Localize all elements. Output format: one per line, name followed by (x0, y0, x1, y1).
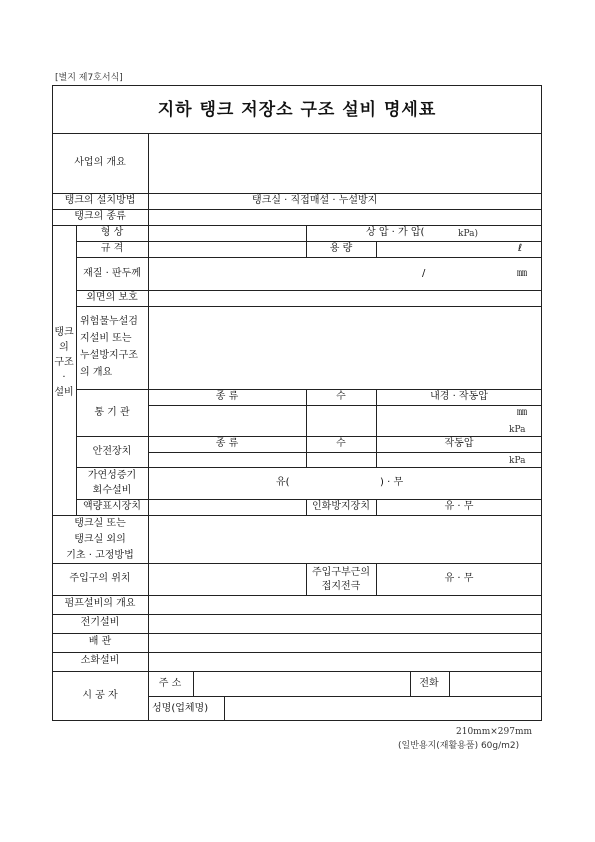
flame-arrester-label: 인화방지장치 (312, 501, 370, 512)
paper-size: 210mm×297mm (456, 727, 533, 737)
rule (52, 225, 542, 226)
rule (76, 290, 542, 291)
phone-label: 전화 (419, 678, 439, 689)
leak-label-line: 누설방지구조 (80, 350, 138, 361)
rule (306, 499, 307, 515)
rule (224, 696, 225, 721)
structure-label-line: 구조 (54, 357, 74, 368)
rule (449, 671, 450, 696)
rule (148, 696, 542, 697)
structure-label-line: 의 (59, 342, 69, 353)
inlet-ground-label (306, 566, 376, 594)
capacity-label: 용 량 (329, 243, 353, 254)
flame-arrester-yes-no: 유 · 무 (444, 501, 474, 512)
rule (148, 133, 149, 671)
rule (306, 225, 307, 257)
rule (148, 405, 542, 406)
rule (148, 671, 149, 721)
rule (376, 389, 377, 467)
safety-kind-header: 종 류 (215, 438, 239, 449)
rule (76, 257, 542, 258)
foundation-label (52, 516, 148, 564)
level-gauge-label: 액량표시장치 (83, 501, 141, 512)
inlet-ground-line: 주입구부근의 (312, 567, 370, 578)
foundation-label-line: 탱크실 또는 (74, 518, 126, 529)
leak-label-line: 지설비 또는 (80, 333, 132, 344)
rule (193, 671, 194, 696)
rule (52, 133, 542, 134)
vent-unit-mm: ㎜ (517, 407, 527, 418)
thickness-unit: ㎜ (517, 268, 527, 279)
structure-group-label (52, 325, 76, 400)
structure-label-line: · (62, 372, 66, 383)
rule (52, 193, 542, 194)
pressure-unit: kPa) (458, 229, 478, 239)
leak-label-line: 위험물누설검 (80, 316, 138, 327)
safety-pressure-header: 작동압 (444, 438, 474, 449)
material-label: 재질 · 판두께 (83, 268, 141, 279)
shape-label: 형 상 (100, 227, 124, 238)
structure-label-line: 설비 (54, 387, 74, 398)
vent-pipe-label: 통 기 관 (94, 407, 130, 418)
vent-unit-kpa: kPa (509, 425, 526, 435)
inlet-location-label: 주입구의 위치 (69, 573, 131, 584)
inlet-ground-line: 접지전극 (321, 581, 361, 592)
vent-count-header: 수 (336, 391, 346, 402)
spec-label: 규 격 (100, 243, 124, 254)
vapor-recovery-label (76, 468, 148, 498)
rule (76, 436, 542, 437)
rule (76, 389, 542, 390)
structure-label-line: 탱크 (54, 327, 74, 338)
safety-count-header: 수 (336, 438, 346, 449)
rule (410, 671, 411, 696)
vent-kind-header: 종 류 (215, 391, 239, 402)
vent-spec-header: 내경 · 작동압 (430, 391, 488, 402)
slash: / (422, 268, 426, 279)
inlet-ground-yes-no: 유 · 무 (444, 573, 474, 584)
vapor-label-line: 가연성증기 (87, 470, 137, 481)
paper-type: (일반용지(재활용품) 60g/m2) (398, 741, 520, 751)
normal-pressure-text: 상 압 · 가 압( (366, 227, 425, 238)
leak-detect-label (80, 313, 138, 381)
rule (52, 595, 542, 596)
foundation-label-line: 기초 · 고정방법 (66, 550, 134, 561)
rule (76, 306, 542, 307)
install-method-label: 탱크의 설치방법 (64, 195, 136, 206)
rule (76, 499, 542, 500)
page-title: 지하 탱크 저장소 구조 설비 명세표 (157, 100, 437, 120)
rule (52, 671, 542, 672)
foundation-label-line: 탱크실 외의 (74, 534, 126, 545)
name-label: 성명(업체명) (152, 703, 209, 714)
rule (376, 499, 377, 515)
install-options-text: 탱크실 · 직접매설 · 누설방지 (252, 195, 378, 206)
leak-label-line: 의 개요 (80, 367, 113, 378)
rule (52, 209, 542, 210)
exterior-protection-label: 외면의 보호 (86, 292, 138, 303)
safety-unit-kpa: kPa (509, 456, 526, 466)
rule (306, 389, 307, 467)
fire-fighting-label: 소화설비 (80, 655, 120, 666)
rule (148, 452, 542, 453)
contractor-label: 시 공 자 (82, 690, 118, 701)
rule (376, 241, 377, 257)
rule (52, 633, 542, 634)
rule (376, 563, 377, 595)
business-overview-label: 사업의 개요 (74, 157, 126, 168)
vapor-yes-text: 유( (276, 477, 290, 488)
safety-device-label: 안전장치 (92, 446, 132, 457)
vapor-label-line: 회수설비 (92, 485, 132, 496)
vapor-no-text: ) · 무 (380, 477, 404, 488)
piping-label: 배 관 (88, 636, 112, 647)
rule (52, 652, 542, 653)
form-label: [별지 제7호서식] (55, 73, 123, 83)
rule (52, 614, 542, 615)
capacity-unit: ℓ (518, 243, 523, 254)
pump-label: 펌프설비의 개요 (64, 598, 136, 609)
rule (76, 241, 542, 242)
address-label: 주 소 (158, 678, 182, 689)
form-table (52, 85, 542, 721)
electric-label: 전기설비 (80, 617, 120, 628)
tank-type-label: 탱크의 종류 (74, 211, 126, 222)
